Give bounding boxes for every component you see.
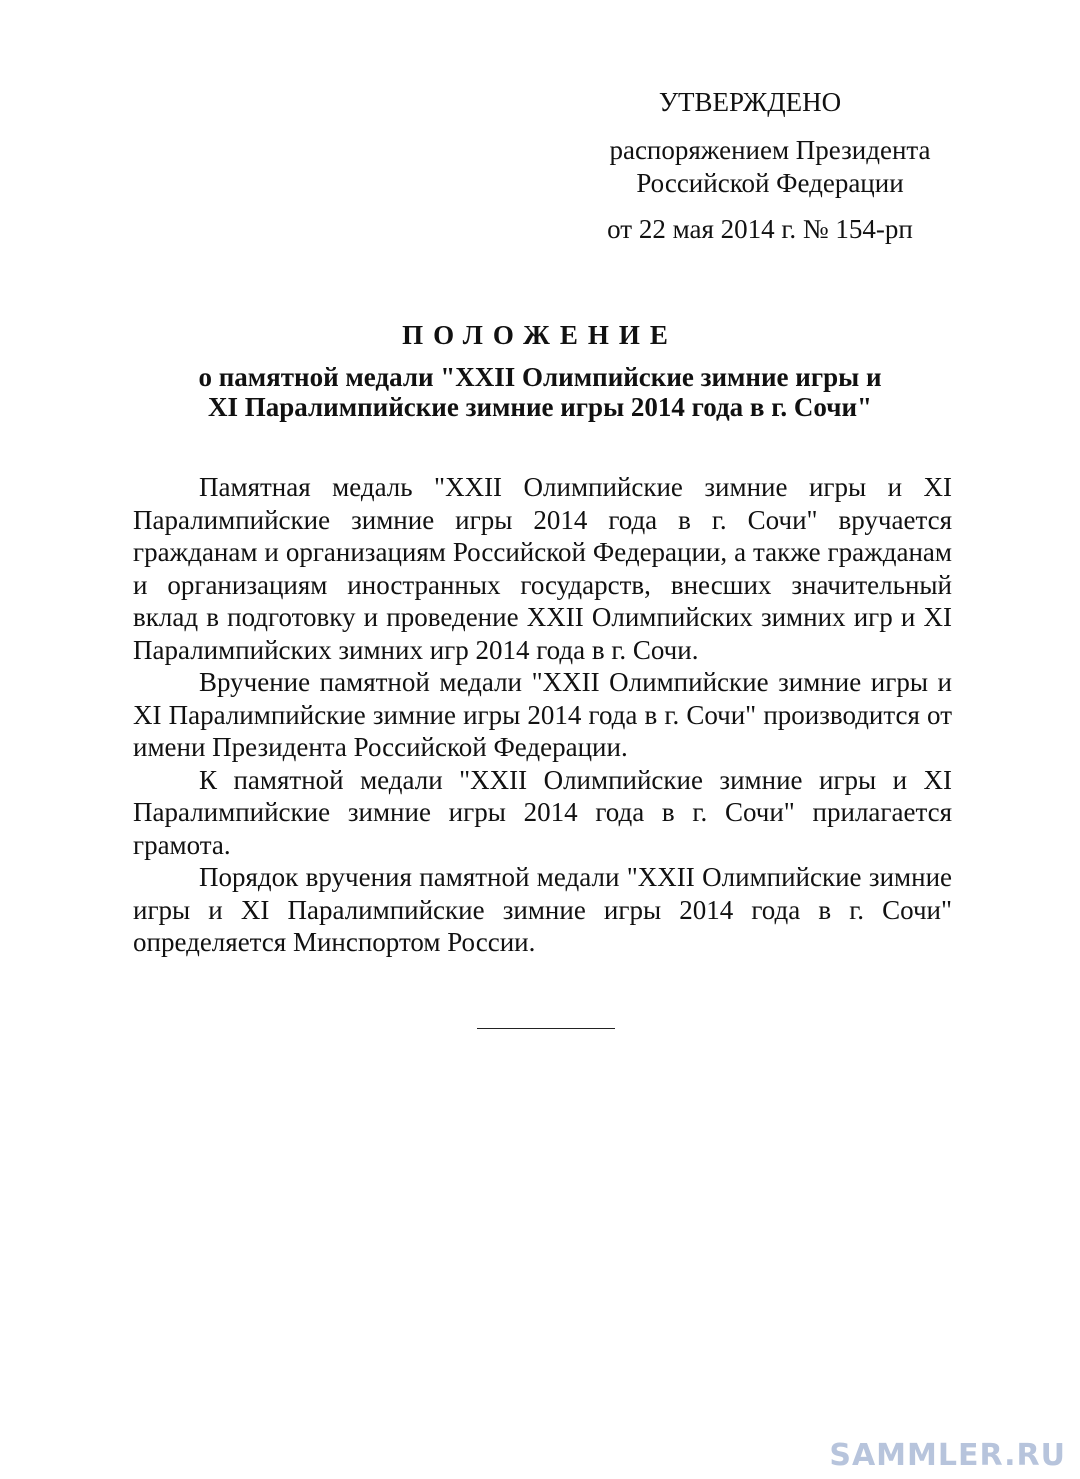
paragraph-2: Вручение памятной медали "XXII Олимпийские зимние игры и XI Паралимпийские зимние игры 2014 года в г. Сочи" производится от имени Президента Российской Федерации. bbox=[133, 667, 952, 762]
paragraph-3: К памятной медали "XXII Олимпийские зимние игры и XI Паралимпийские зимние игры 2014 года в г. Сочи" прилагается грамота. bbox=[133, 764, 952, 860]
document-subtitle bbox=[0, 362, 1080, 422]
approval-block bbox=[560, 82, 980, 246]
approval-authority: Российской Федерации bbox=[636, 168, 904, 198]
approved-label: УТВЕРЖДЕНО bbox=[658, 87, 842, 117]
document-title: ПОЛОЖЕНИЕ bbox=[402, 320, 678, 350]
approval-date-number: от 22 мая 2014 г. № 154-рп bbox=[607, 214, 913, 244]
paragraph-4: Порядок вручения памятной медали "XXII Олимпийские зимние игры и XI Паралимпийские зимние игры 2014 года в г. Сочи" определяется Минспортом России. bbox=[133, 862, 952, 957]
approval-by-order: распоряжением Президента bbox=[609, 135, 931, 165]
subtitle-line-1: о памятной медали "XXII Олимпийские зимние игры и bbox=[198, 362, 882, 392]
paragraph-1: Памятная медаль "XXII Олимпийские зимние игры и XI Паралимпийские зимние игры 2014 года в г. Сочи" вручается гражданам и организациям Российской Федерации, а также гражданам и организациям иностранных государств, внесших значительный вклад в подготовку и проведение XXII Олимпийских зимних игр и XI Паралимпийских зимних игр 2014 года в г. Сочи. bbox=[133, 472, 952, 665]
subtitle-line-2: XI Паралимпийские зимние игры 2014 года в г. Сочи" bbox=[207, 392, 872, 422]
end-divider bbox=[477, 1028, 615, 1029]
watermark: SAMMLER.RU bbox=[829, 1438, 1066, 1473]
document-body bbox=[133, 471, 952, 959]
